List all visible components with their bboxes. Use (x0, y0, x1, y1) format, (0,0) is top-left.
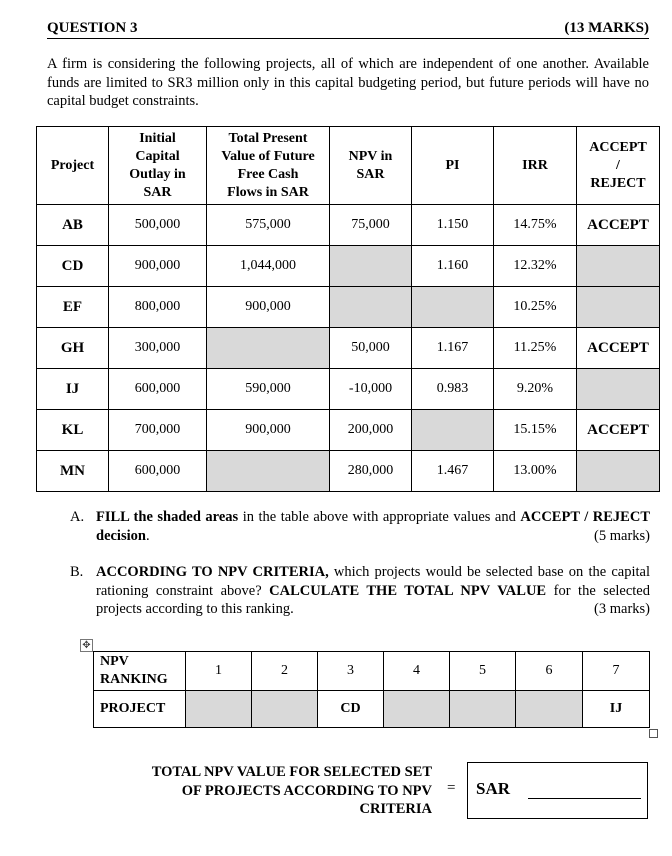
cell-irr: 15.15% (494, 410, 577, 451)
shaded-cell-pi[interactable] (412, 410, 494, 451)
part-b-marks: (3 marks) (594, 601, 650, 617)
question-marks: (13 MARKS) (564, 20, 649, 36)
shaded-rank-project[interactable] (516, 691, 583, 728)
shaded-cell-npv[interactable] (330, 246, 412, 287)
cell-project: KL (37, 410, 109, 451)
equals-sign: = (447, 780, 456, 796)
table-row (37, 328, 660, 369)
cell-project: CD (37, 246, 109, 287)
cell-outlay: 700,000 (109, 410, 207, 451)
rank-project: IJ (583, 691, 650, 728)
cell-outlay: 900,000 (109, 246, 207, 287)
cell-npv: 200,000 (330, 410, 412, 451)
rank-project: CD (318, 691, 384, 728)
question-header (47, 18, 649, 39)
cell-pi: 0.983 (412, 369, 494, 410)
ranking-row (94, 652, 650, 691)
cell-outlay: 800,000 (109, 287, 207, 328)
header-decision: ACCEPT / REJECT (577, 127, 660, 205)
total-npv-answer-box[interactable] (467, 762, 648, 819)
rank-number: 1 (186, 652, 252, 691)
answer-blank-line[interactable] (528, 798, 641, 799)
table-row (37, 410, 660, 451)
cell-pi: 1.167 (412, 328, 494, 369)
question-intro: A firm is considering the following projects, all of which are independent of one another. Available funds are limited to SR3 million only in this capital budgeting period, but future periods will have no capital budget constraints. (47, 56, 649, 109)
currency-label: SAR (476, 779, 511, 798)
shaded-rank-project[interactable] (450, 691, 516, 728)
cell-pv: 900,000 (207, 410, 330, 451)
cell-project: EF (37, 287, 109, 328)
table-resize-handle-icon[interactable] (649, 729, 658, 738)
rank-number: 4 (384, 652, 450, 691)
cell-pv: 900,000 (207, 287, 330, 328)
cell-irr: 10.25% (494, 287, 577, 328)
cell-npv: 75,000 (330, 205, 412, 246)
cell-irr: 11.25% (494, 328, 577, 369)
ranking-label: NPV RANKING (94, 652, 186, 691)
header-project: Project (37, 127, 109, 205)
cell-irr: 9.20% (494, 369, 577, 410)
table-row (37, 287, 660, 328)
rank-number: 7 (583, 652, 650, 691)
cell-outlay: 600,000 (109, 451, 207, 492)
shaded-cell-decision[interactable] (577, 369, 660, 410)
shaded-cell-pi[interactable] (412, 287, 494, 328)
npv-ranking-table (93, 651, 650, 728)
part-b (70, 563, 650, 619)
cell-decision: ACCEPT (577, 328, 660, 369)
project-label: PROJECT (94, 691, 186, 728)
shaded-rank-project[interactable] (186, 691, 252, 728)
table-row (37, 205, 660, 246)
table-row (37, 246, 660, 287)
rank-number: 3 (318, 652, 384, 691)
shaded-cell-npv[interactable] (330, 287, 412, 328)
cell-project: AB (37, 205, 109, 246)
cell-outlay: 600,000 (109, 369, 207, 410)
part-a-marks: (5 marks) (594, 527, 650, 544)
header-initial-outlay: Initial Capital Outlay in SAR (109, 127, 207, 205)
cell-pi: 1.467 (412, 451, 494, 492)
cell-outlay: 500,000 (109, 205, 207, 246)
cell-project: IJ (37, 369, 109, 410)
part-a-letter: A. (70, 509, 85, 525)
cell-project: GH (37, 328, 109, 369)
table-row (37, 369, 660, 410)
shaded-cell-pv[interactable] (207, 328, 330, 369)
cell-decision: ACCEPT (577, 205, 660, 246)
rank-number: 2 (252, 652, 318, 691)
projects-table (36, 126, 660, 492)
question-title: QUESTION 3 (47, 20, 138, 36)
shaded-cell-pv[interactable] (207, 451, 330, 492)
rank-number: 5 (450, 652, 516, 691)
project-row (94, 691, 650, 728)
part-b-text: ACCORDING TO NPV CRITERIA, which projects would be selected base on the capital rationing constraint above? CALCULATE THE TOTAL NPV VALUE for the selected projects according to this ranking. (3 marks) (96, 564, 650, 617)
header-irr: IRR (494, 127, 577, 205)
rank-number: 6 (516, 652, 583, 691)
table-header-row (37, 127, 660, 205)
cell-project: MN (37, 451, 109, 492)
shaded-cell-decision[interactable] (577, 451, 660, 492)
cell-pv: 1,044,000 (207, 246, 330, 287)
table-move-handle-icon[interactable]: ✥ (80, 639, 93, 652)
cell-irr: 14.75% (494, 205, 577, 246)
shaded-cell-decision[interactable] (577, 287, 660, 328)
header-pi: PI (412, 127, 494, 205)
part-a-text: FILL the shaded areas in the table above with appropriate values and ACCEPT / REJECT decision. (5 marks) (96, 509, 650, 544)
cell-npv: -10,000 (330, 369, 412, 410)
cell-irr: 13.00% (494, 451, 577, 492)
cell-npv: 50,000 (330, 328, 412, 369)
header-npv: NPV in SAR (330, 127, 412, 205)
shaded-cell-decision[interactable] (577, 246, 660, 287)
cell-pv: 575,000 (207, 205, 330, 246)
cell-decision: ACCEPT (577, 410, 660, 451)
part-b-letter: B. (70, 564, 84, 580)
total-npv-label: TOTAL NPV VALUE FOR SELECTED SET OF PROJECTS ACCORDING TO NPV CRITERIA (151, 764, 432, 817)
cell-irr: 12.32% (494, 246, 577, 287)
part-a (70, 508, 650, 545)
cell-pi: 1.160 (412, 246, 494, 287)
header-present-value: Total Present Value of Future Free Cash Flows in SAR (207, 127, 330, 205)
cell-outlay: 300,000 (109, 328, 207, 369)
cell-npv: 280,000 (330, 451, 412, 492)
table-row (37, 451, 660, 492)
cell-pi: 1.150 (412, 205, 494, 246)
shaded-rank-project[interactable] (384, 691, 450, 728)
shaded-rank-project[interactable] (252, 691, 318, 728)
cell-pv: 590,000 (207, 369, 330, 410)
